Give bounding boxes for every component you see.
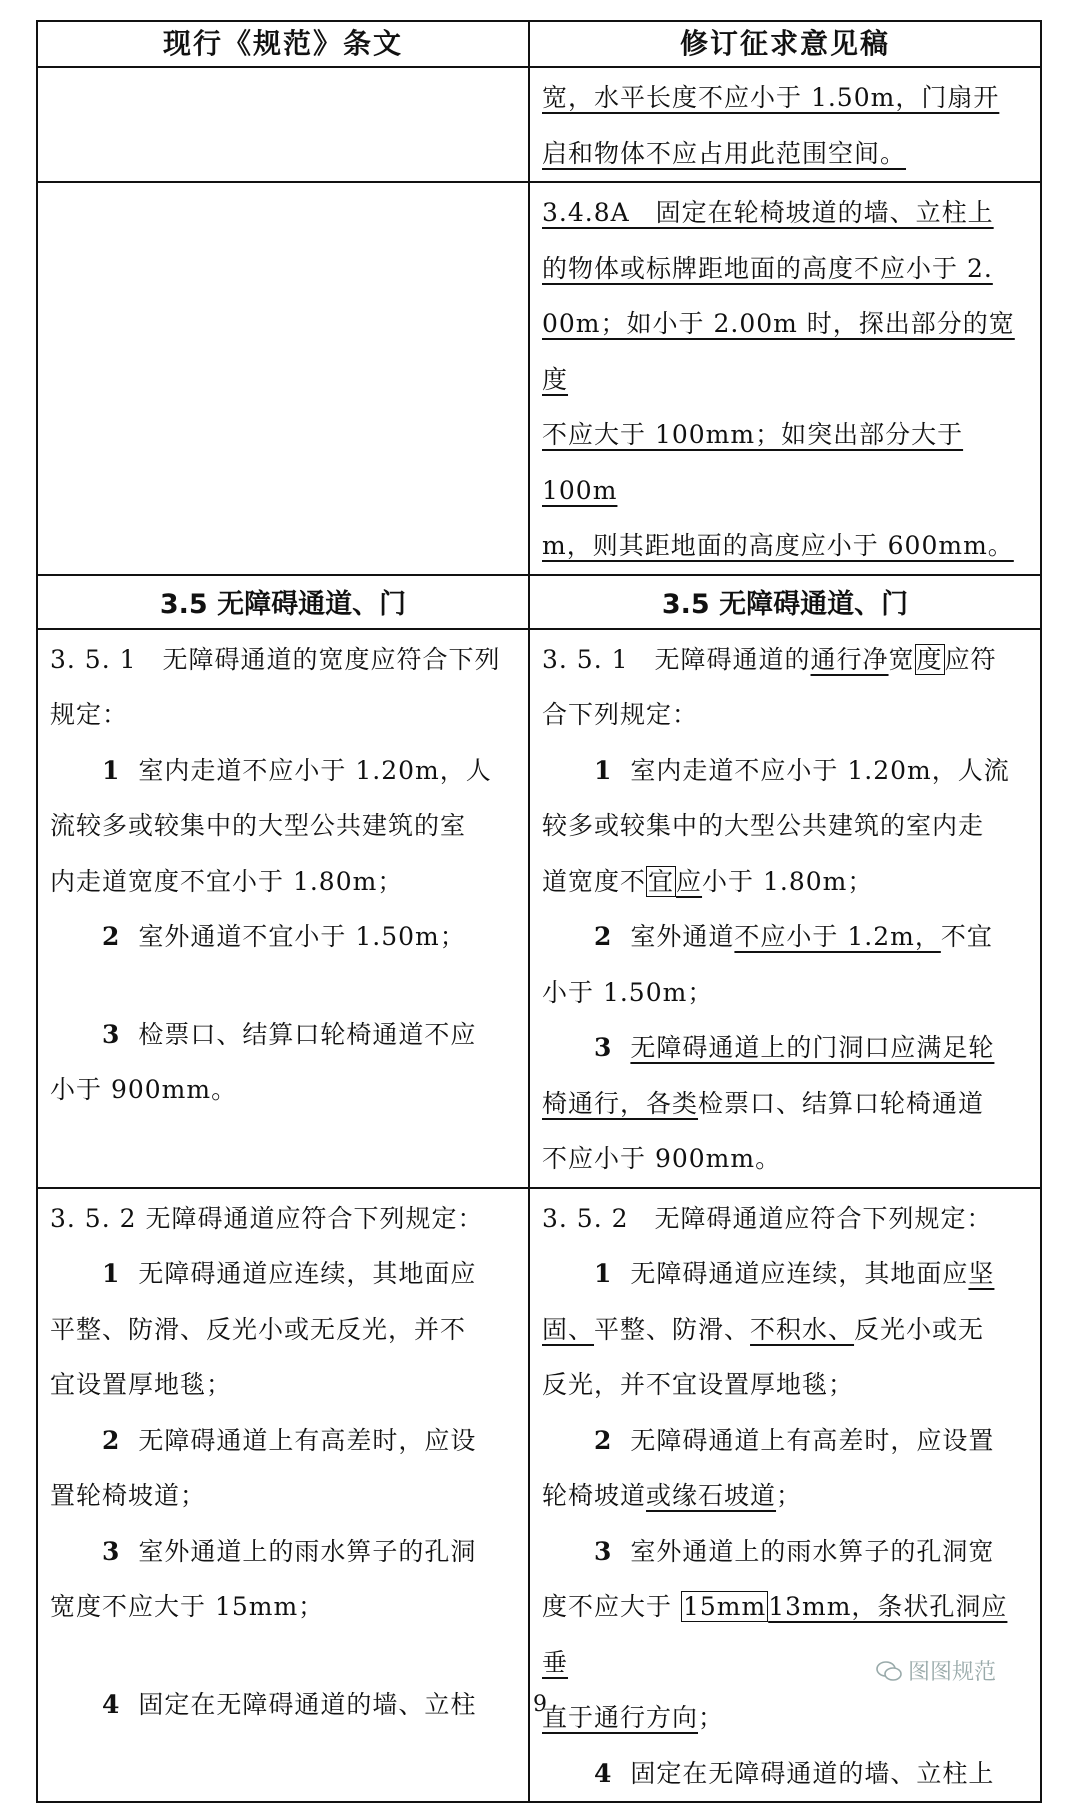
text-line: 置轮椅坡道； xyxy=(50,1481,207,1510)
item-number: 1 xyxy=(102,1259,121,1288)
text-run: ； xyxy=(698,1703,725,1732)
added-text: 直于通行方向 xyxy=(542,1703,699,1732)
current-clause-cell xyxy=(37,629,529,1188)
header-row xyxy=(37,21,1041,67)
text-line: 不应小于 900mm。 xyxy=(542,1144,782,1173)
spacer xyxy=(50,1635,518,1677)
watermark-text: 图图规范 xyxy=(908,1660,997,1685)
added-text: 或缘石坡道 xyxy=(646,1481,777,1510)
added-text: 无障碍通道上的门洞口应满足轮 xyxy=(630,1033,995,1062)
item-number: 3 xyxy=(102,1019,121,1049)
header-revision-draft: 修订征求意见稿 xyxy=(529,21,1041,67)
added-text: 固、 xyxy=(542,1314,595,1344)
item-number: 2 xyxy=(102,1425,121,1455)
text-run: 道宽度不 xyxy=(542,866,647,896)
text-run: 宽 xyxy=(888,644,915,674)
text-line: 反光，并不宜设置厚地毯； xyxy=(542,1370,855,1399)
empty-cell xyxy=(37,182,529,575)
item-number: 1 xyxy=(102,755,121,785)
item-number: 2 xyxy=(594,1425,613,1455)
clause-title: 3. 5. 2 无障碍通道应符合下列规定： xyxy=(50,1203,484,1233)
text-run: 度不应大于 xyxy=(542,1592,681,1621)
item-number: 4 xyxy=(102,1689,121,1719)
revision-cell xyxy=(529,67,1041,182)
item-number: 1 xyxy=(594,755,613,785)
watermark xyxy=(876,1655,996,1686)
text-run: 无障碍通道应连续，其地面应 xyxy=(630,1259,969,1288)
header-current-clause: 现行《规范》条文 xyxy=(37,21,529,67)
text-run: 小于 1.80m； xyxy=(702,866,874,896)
text-line: 00m；如小于 2.00m 时，探出部分的宽度 xyxy=(542,309,1015,394)
text-line: 不应大于 100mm；如突出部分大于 100m xyxy=(542,420,964,505)
text-line: 宽度不应大于 15mm； xyxy=(50,1592,325,1621)
text-line: 检票口、结算口轮椅通道不应 xyxy=(138,1019,477,1049)
clause-title: 3. 5. 1 无障碍通道的宽度应符合下列 xyxy=(50,644,501,674)
added-text: 13mm，条状孔洞应垂 xyxy=(542,1592,1008,1677)
added-text: 椅通行，各类 xyxy=(542,1088,699,1118)
text-line: 固定在无障碍通道的墙、立柱上 xyxy=(630,1758,995,1788)
text-line: m，则其距地面的高度应小于 600mm。 xyxy=(542,531,1014,560)
comparison-table xyxy=(36,20,1042,1803)
clause-title: 3. 5. 2 无障碍通道应符合下列规定： xyxy=(542,1203,993,1233)
text-line: 的物体或标牌距地面的高度不应小于 2. xyxy=(542,253,993,283)
item-number: 3 xyxy=(102,1536,121,1566)
text-line: 无障碍通道上有高差时，应设置 xyxy=(630,1425,995,1455)
wechat-icon xyxy=(876,1661,902,1681)
text-line: 室内走道不应小于 1.20m，人 xyxy=(138,755,492,785)
text-run: 平整、防滑、 xyxy=(594,1314,751,1344)
text-line: 小于 900mm。 xyxy=(50,1075,238,1104)
added-text: 通行净 xyxy=(810,644,889,674)
page-number: 9 xyxy=(533,1692,547,1717)
item-number: 2 xyxy=(102,922,121,951)
item-number: 4 xyxy=(594,1758,613,1788)
text-run: 检票口、结算口轮椅通道 xyxy=(698,1088,985,1118)
text-line: 3.4.8A 固定在轮椅坡道的墙、立柱上 xyxy=(542,198,994,227)
empty-cell xyxy=(37,67,529,182)
section-row xyxy=(37,575,1041,629)
spacer xyxy=(50,965,518,1007)
added-text: 不应小于 1.2m， xyxy=(734,922,941,951)
text-line: 宽，水平长度不应小于 1.50m，门扇开 xyxy=(542,83,1000,112)
text-line: 室外通道不宜小于 1.50m； xyxy=(138,922,466,951)
added-text: 应 xyxy=(676,866,703,896)
text-line: 小于 1.50m； xyxy=(542,977,714,1007)
text-line: 流较多或较集中的大型公共建筑的室 xyxy=(50,811,467,840)
revision-cell xyxy=(529,629,1041,1188)
text-run: 反光小或无 xyxy=(854,1314,985,1344)
text-run: 室外通道 xyxy=(630,922,735,951)
revision-cell xyxy=(529,182,1041,575)
text-line: 平整、防滑、反光小或无反光，并不 xyxy=(50,1314,467,1344)
added-text: 坚 xyxy=(968,1259,995,1288)
text-line: 合下列规定： xyxy=(542,700,699,729)
text-line: 室外通道上的雨水箅子的孔洞宽 xyxy=(630,1536,995,1566)
table-row xyxy=(37,629,1041,1188)
item-number: 3 xyxy=(594,1033,613,1062)
text-line: 室内走道不应小于 1.20m，人流 xyxy=(630,755,1010,785)
deleted-text: 宜 xyxy=(648,866,675,896)
item-number: 2 xyxy=(594,922,613,951)
added-text: 不积水、 xyxy=(750,1314,855,1344)
section-title-current: 3.5 无障碍通道、门 xyxy=(37,575,529,629)
table-row xyxy=(37,67,1041,182)
table-row xyxy=(37,182,1041,575)
text-run: 轮椅坡道 xyxy=(542,1481,647,1510)
deleted-text: 15mm xyxy=(682,1592,767,1621)
text-run: 3. 5. 1 无障碍通道的 xyxy=(542,644,811,674)
text-line: 内走道宽度不宜小于 1.80m； xyxy=(50,866,404,896)
text-run: 应符 xyxy=(944,644,997,674)
clause-title: 规定： xyxy=(50,700,129,729)
deleted-text: 度 xyxy=(916,644,943,674)
item-number: 1 xyxy=(594,1259,613,1288)
section-title-revision: 3.5 无障碍通道、门 xyxy=(529,575,1041,629)
text-line: 室外通道上的雨水箅子的孔洞 xyxy=(138,1536,477,1566)
text-line: 无障碍通道应连续，其地面应 xyxy=(138,1259,477,1288)
text-run: ； xyxy=(776,1481,803,1510)
item-number: 3 xyxy=(594,1536,613,1566)
text-line: 宜设置厚地毯； xyxy=(50,1370,233,1399)
text-line: 较多或较集中的大型公共建筑的室内走 xyxy=(542,811,985,840)
text-line: 无障碍通道上有高差时，应设 xyxy=(138,1425,477,1455)
text-run: 不宜 xyxy=(940,922,993,951)
text-line: 启和物体不应占用此范围空间。 xyxy=(542,138,907,168)
text-line: 固定在无障碍通道的墙、立柱 xyxy=(138,1689,477,1719)
